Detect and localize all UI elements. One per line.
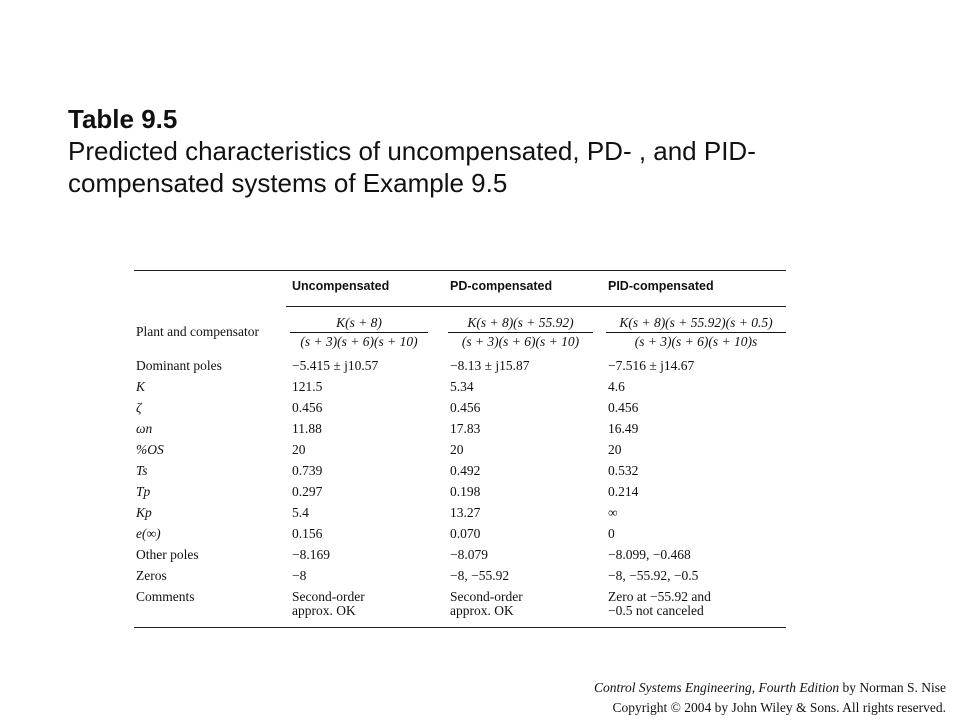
row-label-zeros: Zeros (136, 568, 167, 583)
copyright-notice: Copyright © 2004 by John Wiley & Sons. All rights reserved. (612, 700, 946, 715)
comment-pd-line-1: Second-order (450, 589, 523, 604)
row-label-zeta: ζ (136, 400, 142, 415)
cell-pid: 0 (608, 526, 615, 541)
plant-denominator: (s + 3)(s + 6)(s + 10)s (634, 334, 758, 349)
cell-uncompensated: −5.415 ± j10.57 (292, 358, 379, 373)
book-title: Control Systems Engineering, Fourth Edition (594, 680, 840, 695)
cell-pd: 17.83 (450, 421, 481, 436)
slide-footer (594, 678, 946, 718)
column-header-pd-compensated: PD-compensated (450, 279, 553, 293)
row-label-percent-os: %OS (136, 442, 164, 457)
row-label-steady-state-error: e(∞) (136, 526, 161, 541)
comment-pd-line-2: approx. OK (450, 603, 514, 618)
plant-numerator: K(s + 8)(s + 55.92)(s + 0.5) (606, 315, 786, 333)
comment-uncompensated-line-1: Second-order (292, 589, 365, 604)
plant-numerator: K(s + 8) (290, 315, 428, 333)
cell-pd: −8.13 ± j15.87 (450, 358, 530, 373)
header-rule (286, 306, 786, 307)
row-label-comments: Comments (136, 589, 195, 604)
cell-pid: −8, −55.92, −0.5 (608, 568, 699, 583)
cell-pd: −8, −55.92 (450, 568, 510, 583)
row-label-other-poles: Other poles (136, 547, 199, 562)
plant-fraction-uncompensated (290, 315, 428, 350)
row-label-ts: Ts (136, 463, 148, 478)
table-title: Table 9.5 (68, 104, 178, 134)
cell-pd: 0.070 (450, 526, 481, 541)
table-top-rule (134, 270, 786, 271)
row-label-tp: Tp (136, 484, 151, 499)
book-credit (594, 678, 946, 698)
table-bottom-rule (134, 627, 786, 628)
table-subtitle-line-2: compensated systems of Example 9.5 (68, 168, 508, 198)
cell-uncompensated: 121.5 (292, 379, 323, 394)
comment-uncompensated-line-2: approx. OK (292, 603, 356, 618)
cell-pid: 0.532 (608, 463, 639, 478)
row-label-omega-n: ωn (136, 421, 153, 436)
cell-pd: 5.34 (450, 379, 474, 394)
cell-pid: 16.49 (608, 421, 639, 436)
table-subtitle-line-1: Predicted characteristics of uncompensated, PD- , and PID- (68, 136, 756, 166)
cell-uncompensated: 11.88 (292, 421, 322, 436)
cell-uncompensated: 0.297 (292, 484, 323, 499)
column-header-uncompensated: Uncompensated (292, 279, 390, 293)
cell-pd: 0.198 (450, 484, 481, 499)
plant-fraction-pd (448, 315, 593, 350)
cell-pd: −8.079 (450, 547, 488, 562)
cell-pid: −7.516 ± j14.67 (608, 358, 695, 373)
cell-pid: 20 (608, 442, 622, 457)
row-label-plant: Plant and compensator (136, 324, 259, 339)
cell-uncompensated: 20 (292, 442, 306, 457)
cell-pd: 20 (450, 442, 464, 457)
cell-pid: 4.6 (608, 379, 625, 394)
cell-pid: 0.214 (608, 484, 639, 499)
plant-numerator: K(s + 8)(s + 55.92) (448, 315, 593, 333)
slide-heading (68, 103, 948, 199)
cell-uncompensated: −8 (292, 568, 307, 583)
cell-pd: 0.456 (450, 400, 481, 415)
plant-denominator: (s + 3)(s + 6)(s + 10) (300, 334, 418, 349)
cell-pd: 13.27 (450, 505, 481, 520)
cell-uncompensated: −8.169 (292, 547, 330, 562)
comment-pid-line-1: Zero at −55.92 and (608, 589, 711, 604)
row-label-dominant-poles: Dominant poles (136, 358, 222, 373)
plant-denominator: (s + 3)(s + 6)(s + 10) (461, 334, 580, 349)
cell-uncompensated: 0.739 (292, 463, 323, 478)
cell-uncompensated: 0.156 (292, 526, 323, 541)
cell-uncompensated: 5.4 (292, 505, 309, 520)
cell-pid: −8.099, −0.468 (608, 547, 691, 562)
book-author: by Norman S. Nise (842, 680, 946, 695)
column-header-pid-compensated: PID-compensated (608, 279, 714, 293)
cell-pid: 0.456 (608, 400, 639, 415)
cell-pid: ∞ (608, 505, 618, 520)
cell-pd: 0.492 (450, 463, 481, 478)
row-label-k: K (136, 379, 146, 394)
comment-pid-line-2: −0.5 not canceled (608, 603, 704, 618)
plant-fraction-pid (606, 315, 786, 350)
row-label-kp: Kp (136, 505, 152, 520)
cell-uncompensated: 0.456 (292, 400, 323, 415)
